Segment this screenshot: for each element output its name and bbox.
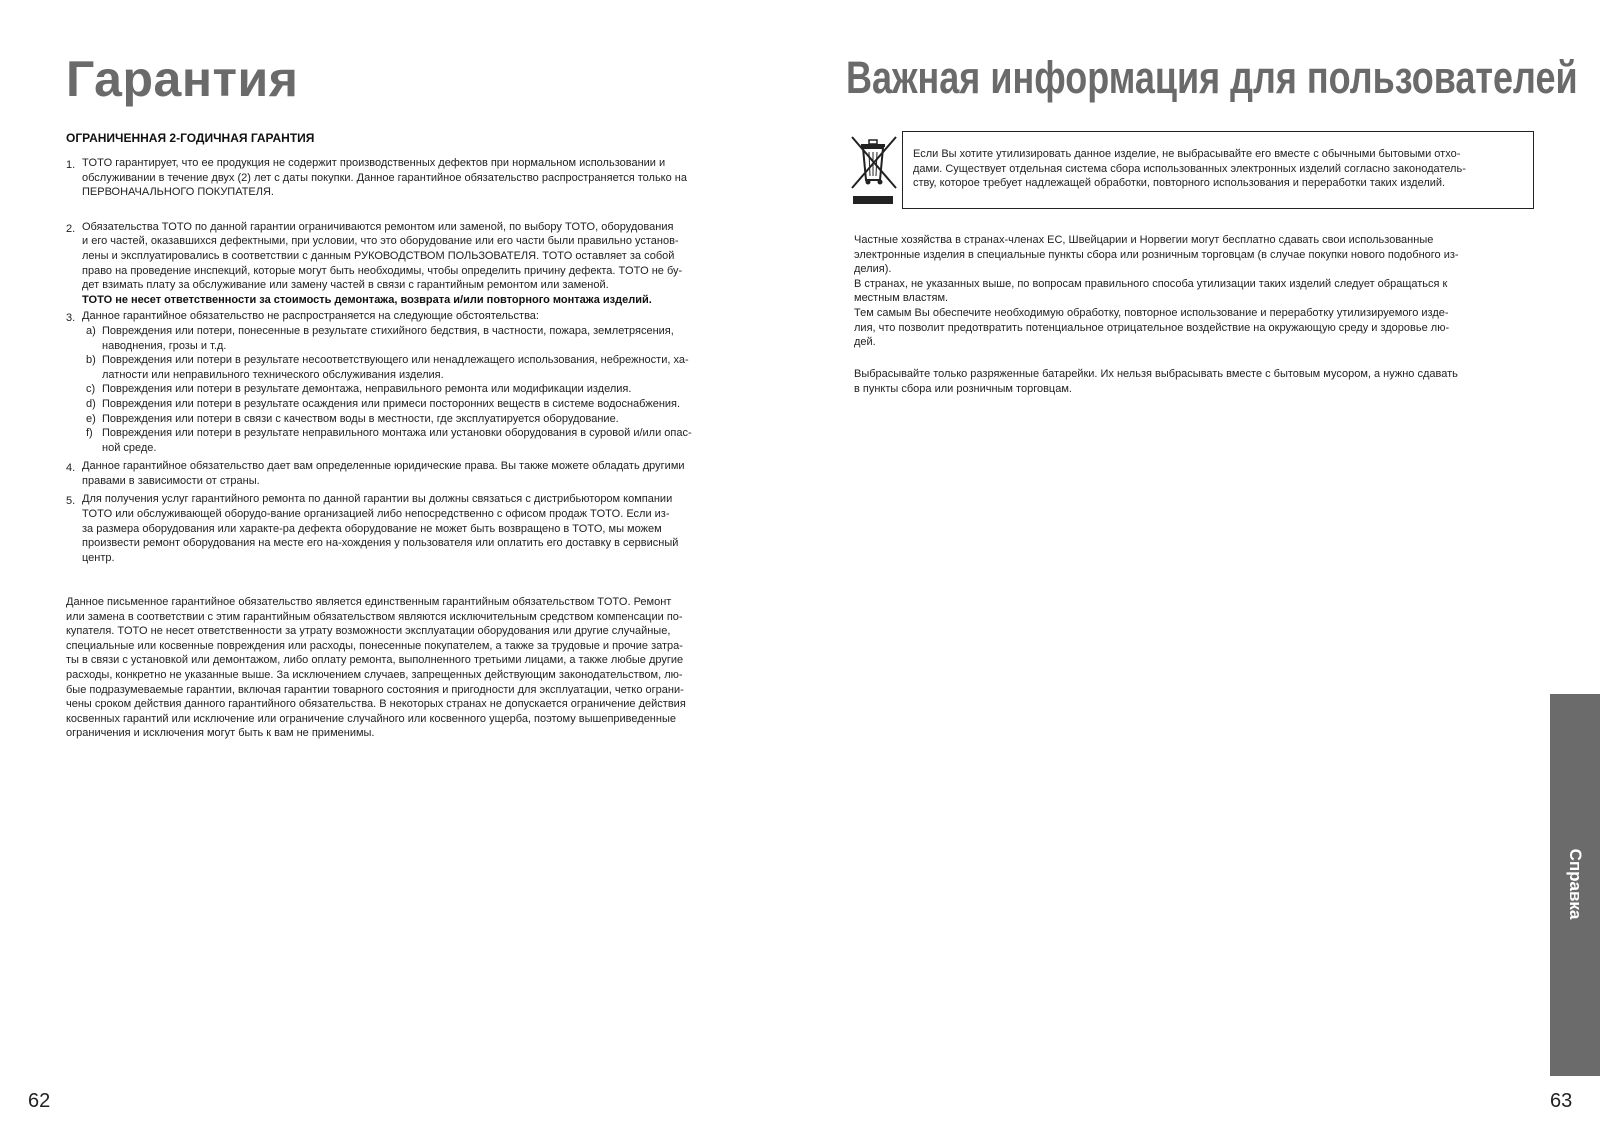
exclusions-list [82,324,766,455]
text-line: Тем самым Вы обеспечите необходимую обработку, повторное использование и переработку утилизируемого изде- [854,306,1449,319]
text-line: чены сроком действия данного гарантийного обязательства. В некоторых странах не допускается ограничение действия [66,698,686,711]
item-number: 5. [66,495,76,508]
text-line: Повреждения или потери, понесенные в результате стихийного бедствия, в частности, пожара, землетрясения, [102,324,674,337]
exclusion-letter: d) [86,397,96,410]
text-line: Обязательства TOTO по данной гарантии ограничиваются ремонтом или заменой, по выбору TOTO, оборудования [82,220,674,233]
text-line: TOTO или обслуживающей оборудо-вание организацией либо непосредственно с офисом продаж TOTO. Если из- [82,508,670,521]
text-line: электронные изделия в специальные пункты сбора или розничным торговцам (в случае покупки нового подобного из- [854,248,1459,261]
text-line: ству, которое требует надлежащей обработки, повторного использования и переработки таких изделий. [913,177,1446,190]
page-number-right: 63 [1550,1090,1573,1112]
text-line: право на проведение инспекций, которые могут быть необходимы, чтобы определить причину дефекта. TOTO не бу- [82,264,683,277]
disposal-paragraph [854,233,1528,350]
text-line: ты в связи с установкой или демонтажом, либо оплату ремонта, выполненного третьими лицами, а также любые другие [66,654,684,667]
text-line: лены и эксплуатировались в соответствии с данным РУКОВОДСТВОМ ПОЛЬЗОВАТЕЛЯ. TOTO оставляет за собой [82,249,675,262]
liability-note: TOTO не несет ответственности за стоимость демонтажа, возврата и/или повторного монтажа изделий. [82,293,652,306]
warranty-item-4 [66,459,766,488]
text-line: или замена в соответствии с этим гарантийным обязательством являются исключительным средством компенсации по- [66,610,683,623]
text-line: В странах, не указанных выше, по вопросам правильного способа утилизации таких изделий следует обращаться к [854,277,1448,290]
warranty-item-5 [66,492,766,565]
exclusion-item [82,397,766,412]
text-line: дет взимать плату за обслуживание или замену частей в связи с гарантийным ремонтом или заменой. [82,279,609,292]
text-line: Повреждения или потери в результате осаждения или примеси посторонних веществ в системе водоснабжения. [102,397,681,410]
text-line: бые подразумеваемые гарантии, включая гарантии товарного состояния и пригодности для эксплуатации, четко ограни- [66,683,684,696]
text-line: делия). [854,263,892,276]
disposal-notice-box [902,131,1534,209]
battery-paragraph [854,367,1528,396]
text-line: Повреждения или потери в связи с качеством воды в местности, где эксплуатируется оборудование. [102,412,619,425]
text-line: произвести ремонт оборудования на месте его на-хождения у пользователя или оплатить его доставку в сервисный [82,537,679,550]
exclusion-letter: e) [86,412,96,425]
side-tab-label: Справка [1566,848,1585,920]
text-line: в пункты сбора или розничным торговцам. [854,382,1072,395]
text-line: правами в зависимости от страны. [82,474,260,487]
warranty-items [66,156,766,565]
exclusion-item [82,353,766,382]
page-number-left: 62 [28,1090,51,1112]
text-line: Для получения услуг гарантийного ремонта по данной гарантии вы должны связаться с дистрибьютором компании [82,493,673,506]
text-line: Повреждения или потери в результате демонтажа, неправильного ремонта или модификации изделия. [102,383,632,396]
text-line: латности или неправильного технического обслуживания изделия. [102,368,444,381]
text-line: Выбрасывайте только разряженные батарейки. Их нельзя выбрасывать вместе с бытовым мусором, а нужно сдавать [854,368,1458,380]
text-line: Повреждения или потери в результате неправильного монтажа или установки оборудования в суровой и/или опас- [102,427,692,440]
exclusion-item [82,426,766,455]
warranty-item-1 [66,156,766,200]
text-line: Данное письменное гарантийное обязательство является единственным гарантийным обязательством TOTO. Ремонт [66,596,672,608]
exclusion-item [82,382,766,397]
text-line: TOTO гарантирует, что ее продукция не содержит производственных дефектов при нормальном использовании и [82,157,666,169]
page-title-user-info: Важная информация для пользователей [846,52,1578,103]
text-line: местным властям. [854,292,949,305]
text-line: специальные или косвенные повреждения или расходы, понесенные покупателем, а также за трудовые и прочие затра- [66,639,683,652]
text-line: ограничения и исключения могут быть к вам не применимы. [66,727,375,740]
item-number: 1. [66,159,76,171]
text-line: дами. Существует отдельная система сбора использованных электронных изделий согласно законодатель- [913,162,1466,175]
exclusion-item [82,324,766,353]
text-line: ной среде. [102,441,157,454]
exclusion-letter: f) [86,427,93,440]
text-line: дей. [854,336,876,349]
item-number: 3. [66,312,76,325]
text-line: центр. [82,551,115,564]
text-line: купателя. TOTO не несет ответственности за утрату возможности эксплуатации оборудования или другие случайные, [66,625,671,638]
text-line: лия, что позволит предотвратить потенциальное отрицательное воздействие на окружающую среду и здоровье лю- [854,321,1450,334]
item-number: 4. [66,462,76,475]
text-line: обслуживании в течение двух (2) лет с даты покупки. Данное гарантийное обязательство распространяется только на [82,171,687,184]
text-line: косвенных гарантий или исключение или ограничение случайного или косвенного ущерба, поэтому вышеприведенные [66,712,676,725]
exclusion-letter: a) [86,324,96,337]
text-line: ПЕРВОНАЧАЛЬНОГО ПОКУПАТЕЛЯ. [82,186,274,199]
text-line: Частные хозяйства в странах-членах ЕС, Швейцарии и Норвегии могут бесплатно сдавать свои использованные [854,234,1434,246]
text-line: и его частей, оказавшихся дефектными, при условии, что это оборудование или его части были правильно установ- [82,235,679,248]
warranty-item-2 [66,220,766,308]
item-number: 2. [66,222,76,235]
warranty-item-3 [66,309,766,455]
text-line: наводнения, грозы и т.д. [102,339,227,352]
text-line: Повреждения или потери в результате несоответствующего или ненадлежащего использования, небрежности, ха- [102,354,689,367]
exclusion-letter: b) [86,354,96,367]
exclusion-item [82,412,766,427]
text-line: Если Вы хотите утилизировать данное изделие, не выбрасывайте его вместе с обычными бытовыми отхо- [913,148,1461,160]
weee-crossed-bin-icon [849,134,899,206]
side-tab-reference [1550,694,1600,1076]
exclusion-letter: c) [86,383,96,396]
text-line: расходы, конкретно не указанные выше. За исключением случаев, запрещенных действующим законодательством, лю- [66,668,683,681]
item-intro: Данное гарантийное обязательство не распространяется на следующие обстоятельства: [82,310,539,323]
warranty-subtitle: ОГРАНИЧЕННАЯ 2-ГОДИЧНАЯ ГАРАНТИЯ [66,131,315,145]
warranty-closing-paragraph [66,595,766,741]
page-title-warranty: Гарантия [66,51,299,107]
text-line: Данное гарантийное обязательство дает вам определенные юридические права. Вы также можете обладать другими [82,460,685,473]
text-line: за размера оборудования или характе-ра дефекта оборудование не может быть возвращено в TOTO, мы можем [82,522,662,535]
